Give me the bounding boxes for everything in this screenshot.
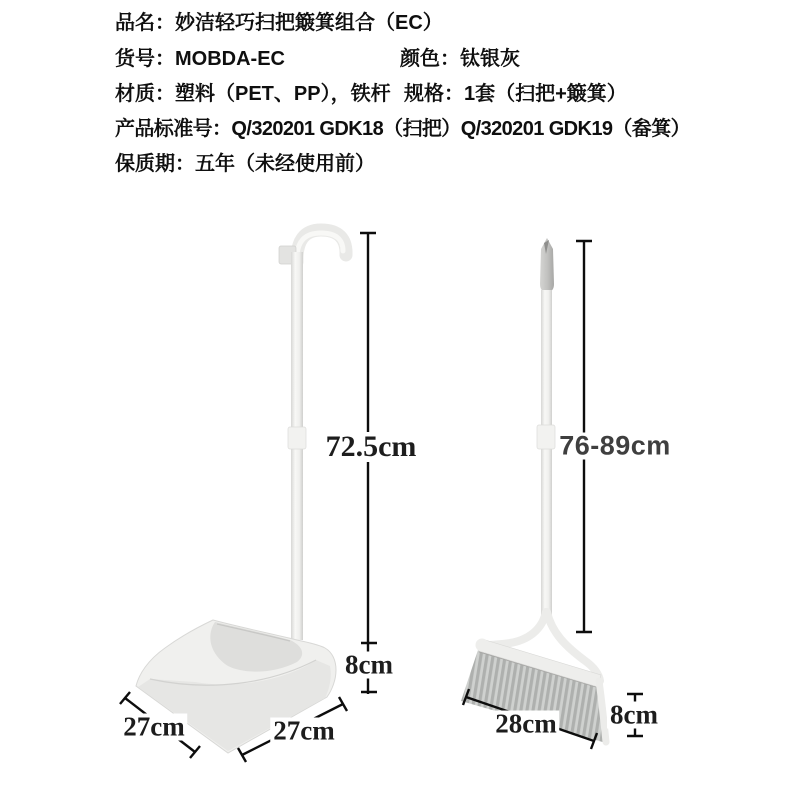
info-label: 规格： xyxy=(404,83,464,105)
info-value: MOBDA-EC xyxy=(175,48,285,70)
info-value: 1套（扫把+簸箕） xyxy=(464,83,627,105)
info-label: 货号： xyxy=(115,48,175,70)
dustpan-drawing xyxy=(136,230,346,753)
dustpan-depth-label: 27cm xyxy=(120,714,187,741)
info-label: 品名： xyxy=(115,12,175,34)
dustpan-pole-joint xyxy=(288,427,306,449)
info-value: 妙洁轻巧扫把簸箕组合（EC） xyxy=(175,12,443,34)
broom-pole-joint xyxy=(537,425,555,449)
broom-head-height-label: 8cm xyxy=(607,702,661,729)
info-label: 颜色： xyxy=(400,48,460,70)
broom-pole xyxy=(541,290,552,618)
info-label: 材质： xyxy=(115,83,175,105)
info-label: 保质期： xyxy=(115,153,195,175)
info-value: 五年（未经使用前） xyxy=(195,153,375,175)
dustpan-pan-height-label: 8cm xyxy=(342,652,396,679)
info-label: 产品标准号： xyxy=(115,118,232,140)
dustpan-width-label: 27cm xyxy=(270,718,337,745)
info-value: 塑料（PET、PP），铁杆 xyxy=(175,83,391,105)
broom-head-bar-cap xyxy=(476,639,489,652)
dustpan-height-label: 72.5cm xyxy=(323,432,420,462)
broom-head-width-label: 28cm xyxy=(492,711,559,738)
info-value: 钛银灰 xyxy=(460,48,520,70)
broom-fork-left-arm xyxy=(488,612,546,645)
broom-height-label: 76-89cm xyxy=(556,433,674,460)
info-value: Q/320201 GDK18（扫把）Q/320201 GDK19（畚箕） xyxy=(231,118,691,140)
